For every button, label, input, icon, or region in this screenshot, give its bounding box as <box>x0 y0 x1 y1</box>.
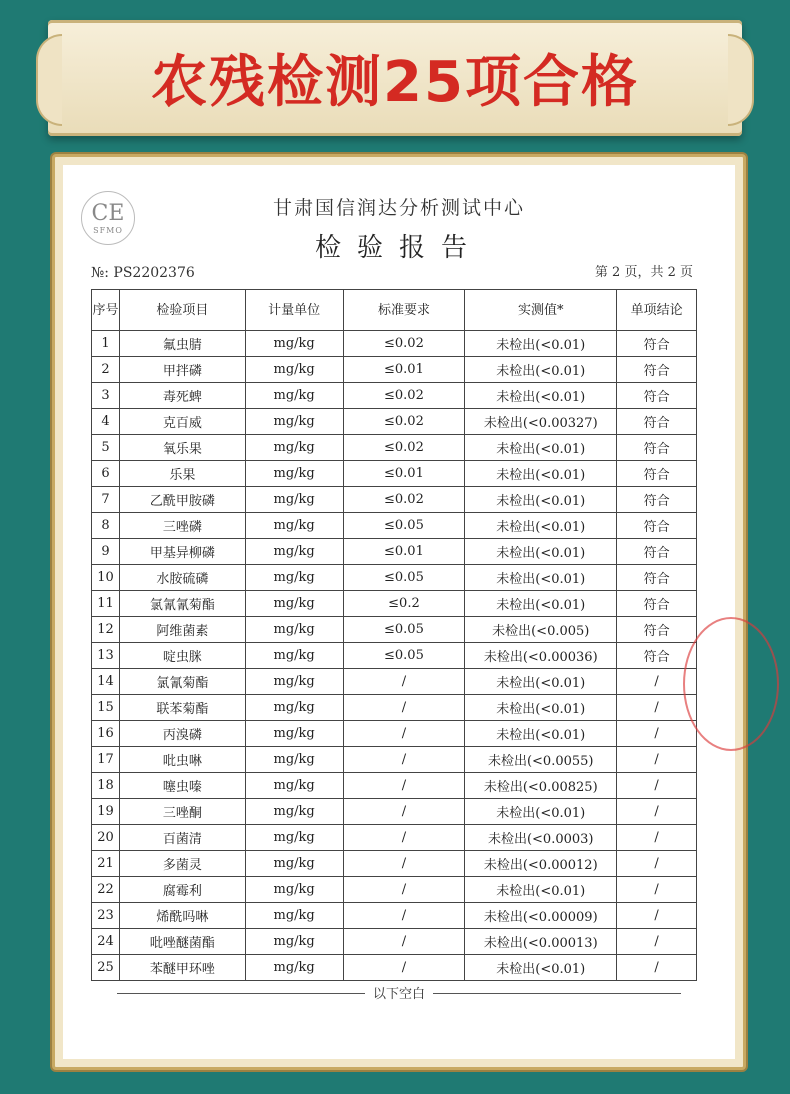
cell-measured: 未检出(<0.0003) <box>465 825 617 851</box>
cell-item: 三唑酮 <box>119 799 245 825</box>
cell-unit: mg/kg <box>245 461 343 487</box>
table-body <box>92 331 697 981</box>
cell-measured: 未检出(<0.01) <box>465 721 617 747</box>
cell-item: 氧乐果 <box>119 435 245 461</box>
cell-item: 烯酰吗啉 <box>119 903 245 929</box>
cell-standard: ≤0.02 <box>343 383 465 409</box>
cell-seq: 11 <box>92 591 120 617</box>
cell-conclusion: / <box>617 747 697 773</box>
table-row <box>92 435 697 461</box>
cell-conclusion: / <box>617 825 697 851</box>
cell-item: 吡唑醚菌酯 <box>119 929 245 955</box>
cell-seq: 9 <box>92 539 120 565</box>
cell-measured: 未检出(<0.00009) <box>465 903 617 929</box>
cell-conclusion: / <box>617 929 697 955</box>
cell-measured: 未检出(<0.01) <box>465 487 617 513</box>
banner-title: 农残检测25项合格 <box>151 50 639 115</box>
table-row <box>92 929 697 955</box>
cell-seq: 14 <box>92 669 120 695</box>
cell-measured: 未检出(<0.00013) <box>465 929 617 955</box>
header-standard: 标准要求 <box>343 290 465 331</box>
cell-standard: ≤0.05 <box>343 565 465 591</box>
cell-measured: 未检出(<0.00327) <box>465 409 617 435</box>
cell-unit: mg/kg <box>245 513 343 539</box>
cell-measured: 未检出(<0.00012) <box>465 851 617 877</box>
cell-measured: 未检出(<0.01) <box>465 955 617 981</box>
table-row <box>92 643 697 669</box>
header-item: 检验项目 <box>119 290 245 331</box>
cell-item: 氯氰菊酯 <box>119 669 245 695</box>
cell-seq: 2 <box>92 357 120 383</box>
table-header-row <box>92 290 697 331</box>
header-seq: 序号 <box>92 290 120 331</box>
cell-unit: mg/kg <box>245 617 343 643</box>
cell-item: 克百威 <box>119 409 245 435</box>
cell-standard: ≤0.05 <box>343 643 465 669</box>
cell-measured: 未检出(<0.01) <box>465 331 617 357</box>
cell-seq: 22 <box>92 877 120 903</box>
cell-seq: 21 <box>92 851 120 877</box>
cell-item: 苯醚甲环唑 <box>119 955 245 981</box>
cell-unit: mg/kg <box>245 773 343 799</box>
cell-unit: mg/kg <box>245 747 343 773</box>
table-row <box>92 591 697 617</box>
cell-measured: 未检出(<0.01) <box>465 565 617 591</box>
cell-item: 啶虫脒 <box>119 643 245 669</box>
cell-seq: 17 <box>92 747 120 773</box>
table-row <box>92 747 697 773</box>
cell-item: 毒死蜱 <box>119 383 245 409</box>
cell-seq: 19 <box>92 799 120 825</box>
cell-conclusion: 符合 <box>617 409 697 435</box>
cell-item: 丙溴磷 <box>119 721 245 747</box>
cell-seq: 7 <box>92 487 120 513</box>
cell-item: 乙酰甲胺磷 <box>119 487 245 513</box>
cell-unit: mg/kg <box>245 903 343 929</box>
cell-seq: 8 <box>92 513 120 539</box>
cell-unit: mg/kg <box>245 591 343 617</box>
table-row <box>92 539 697 565</box>
table-row <box>92 851 697 877</box>
cell-item: 联苯菊酯 <box>119 695 245 721</box>
header-measured: 实测值* <box>465 290 617 331</box>
cell-standard: / <box>343 877 465 903</box>
cell-conclusion: / <box>617 721 697 747</box>
cell-item: 乐果 <box>119 461 245 487</box>
table-row <box>92 617 697 643</box>
cell-measured: 未检出(<0.01) <box>465 435 617 461</box>
cell-measured: 未检出(<0.01) <box>465 591 617 617</box>
cell-measured: 未检出(<0.01) <box>465 669 617 695</box>
table-row <box>92 903 697 929</box>
cell-unit: mg/kg <box>245 955 343 981</box>
cell-conclusion: / <box>617 695 697 721</box>
cell-conclusion: 符合 <box>617 357 697 383</box>
table-row <box>92 877 697 903</box>
cell-standard: / <box>343 773 465 799</box>
cell-unit: mg/kg <box>245 643 343 669</box>
cell-conclusion: / <box>617 955 697 981</box>
cell-standard: / <box>343 669 465 695</box>
cell-conclusion: / <box>617 877 697 903</box>
report-frame <box>52 154 746 1070</box>
cell-measured: 未检出(<0.005) <box>465 617 617 643</box>
cell-item: 吡虫啉 <box>119 747 245 773</box>
cell-seq: 15 <box>92 695 120 721</box>
table-row <box>92 773 697 799</box>
cell-unit: mg/kg <box>245 799 343 825</box>
cell-measured: 未检出(<0.01) <box>465 877 617 903</box>
cell-conclusion: / <box>617 903 697 929</box>
cell-standard: / <box>343 747 465 773</box>
cell-unit: mg/kg <box>245 487 343 513</box>
table-row <box>92 799 697 825</box>
report-number: №: PS2202376 <box>91 265 195 281</box>
cell-conclusion: / <box>617 669 697 695</box>
page-info: 第 2 页，共 2 页 <box>594 265 693 280</box>
cell-standard: ≤0.2 <box>343 591 465 617</box>
cell-seq: 4 <box>92 409 120 435</box>
cell-item: 水胺硫磷 <box>119 565 245 591</box>
table-row <box>92 461 697 487</box>
header-conclusion: 单项结论 <box>617 290 697 331</box>
lab-name: 甘肃国信润达分析测试中心 <box>272 197 525 219</box>
logo-mark: CE <box>91 201 125 226</box>
cell-seq: 24 <box>92 929 120 955</box>
cell-conclusion: 符合 <box>617 461 697 487</box>
table-row <box>92 721 697 747</box>
cell-unit: mg/kg <box>245 669 343 695</box>
cell-standard: ≤0.01 <box>343 357 465 383</box>
cell-unit: mg/kg <box>245 825 343 851</box>
cell-unit: mg/kg <box>245 565 343 591</box>
cell-conclusion: 符合 <box>617 383 697 409</box>
cell-measured: 未检出(<0.01) <box>465 461 617 487</box>
cell-seq: 10 <box>92 565 120 591</box>
cell-unit: mg/kg <box>245 357 343 383</box>
cell-seq: 3 <box>92 383 120 409</box>
cell-item: 三唑磷 <box>119 513 245 539</box>
report-paper <box>63 165 735 1059</box>
cell-unit: mg/kg <box>245 877 343 903</box>
cell-measured: 未检出(<0.01) <box>465 513 617 539</box>
cell-item: 阿维菌素 <box>119 617 245 643</box>
cell-standard: / <box>343 799 465 825</box>
footer-text: 以下空白 <box>365 987 433 1002</box>
cell-conclusion: 符合 <box>617 565 697 591</box>
cell-item: 噻虫嗪 <box>119 773 245 799</box>
cell-item: 多菌灵 <box>119 851 245 877</box>
cell-standard: ≤0.05 <box>343 513 465 539</box>
official-seal-stamp <box>683 617 779 751</box>
cell-item: 腐霉利 <box>119 877 245 903</box>
cell-seq: 16 <box>92 721 120 747</box>
cell-standard: / <box>343 955 465 981</box>
cell-measured: 未检出(<0.01) <box>465 383 617 409</box>
cell-conclusion: 符合 <box>617 435 697 461</box>
cell-conclusion: 符合 <box>617 643 697 669</box>
cell-conclusion: 符合 <box>617 539 697 565</box>
cell-unit: mg/kg <box>245 409 343 435</box>
cell-standard: / <box>343 851 465 877</box>
cell-unit: mg/kg <box>245 383 343 409</box>
cell-measured: 未检出(<0.00825) <box>465 773 617 799</box>
table-row <box>92 825 697 851</box>
cell-standard: ≤0.02 <box>343 331 465 357</box>
cell-standard: ≤0.01 <box>343 461 465 487</box>
table-row <box>92 695 697 721</box>
footer <box>63 983 735 1002</box>
table-row <box>92 669 697 695</box>
cell-standard: ≤0.02 <box>343 487 465 513</box>
cell-item: 氯氰氰菊酯 <box>119 591 245 617</box>
cell-conclusion: 符合 <box>617 591 697 617</box>
cell-standard: / <box>343 721 465 747</box>
cell-unit: mg/kg <box>245 435 343 461</box>
cell-standard: / <box>343 929 465 955</box>
cell-standard: ≤0.05 <box>343 617 465 643</box>
cell-unit: mg/kg <box>245 331 343 357</box>
cell-conclusion: 符合 <box>617 513 697 539</box>
cell-measured: 未检出(<0.01) <box>465 357 617 383</box>
cell-measured: 未检出(<0.01) <box>465 539 617 565</box>
logo-subtext: SFMO <box>93 226 123 235</box>
cell-seq: 5 <box>92 435 120 461</box>
cell-standard: ≤0.02 <box>343 409 465 435</box>
cell-item: 氟虫腈 <box>119 331 245 357</box>
table-row <box>92 409 697 435</box>
cell-unit: mg/kg <box>245 929 343 955</box>
table-row <box>92 955 697 981</box>
cell-unit: mg/kg <box>245 539 343 565</box>
cell-seq: 23 <box>92 903 120 929</box>
cell-seq: 12 <box>92 617 120 643</box>
cell-measured: 未检出(<0.01) <box>465 695 617 721</box>
table-row <box>92 487 697 513</box>
cell-standard: / <box>343 903 465 929</box>
cell-standard: ≤0.01 <box>343 539 465 565</box>
cell-seq: 13 <box>92 643 120 669</box>
table-row <box>92 357 697 383</box>
cell-seq: 6 <box>92 461 120 487</box>
cell-item: 甲拌磷 <box>119 357 245 383</box>
cell-unit: mg/kg <box>245 695 343 721</box>
cell-conclusion: 符合 <box>617 331 697 357</box>
table-row <box>92 565 697 591</box>
cell-unit: mg/kg <box>245 851 343 877</box>
cell-seq: 25 <box>92 955 120 981</box>
cell-seq: 1 <box>92 331 120 357</box>
cell-unit: mg/kg <box>245 721 343 747</box>
cell-standard: / <box>343 695 465 721</box>
cell-measured: 未检出(<0.00036) <box>465 643 617 669</box>
cell-standard: ≤0.02 <box>343 435 465 461</box>
header-unit: 计量单位 <box>245 290 343 331</box>
cell-seq: 18 <box>92 773 120 799</box>
title-banner <box>48 20 742 136</box>
cell-measured: 未检出(<0.0055) <box>465 747 617 773</box>
cell-item: 甲基异柳磷 <box>119 539 245 565</box>
cell-seq: 20 <box>92 825 120 851</box>
cell-conclusion: / <box>617 773 697 799</box>
cell-conclusion: 符合 <box>617 617 697 643</box>
results-table <box>91 289 697 981</box>
cell-conclusion: / <box>617 799 697 825</box>
table-row <box>92 331 697 357</box>
cell-conclusion: 符合 <box>617 487 697 513</box>
report-title: 检验报告 <box>314 233 483 263</box>
table-row <box>92 383 697 409</box>
cell-measured: 未检出(<0.01) <box>465 799 617 825</box>
cell-conclusion: / <box>617 851 697 877</box>
cell-item: 百菌清 <box>119 825 245 851</box>
table-row <box>92 513 697 539</box>
cell-standard: / <box>343 825 465 851</box>
